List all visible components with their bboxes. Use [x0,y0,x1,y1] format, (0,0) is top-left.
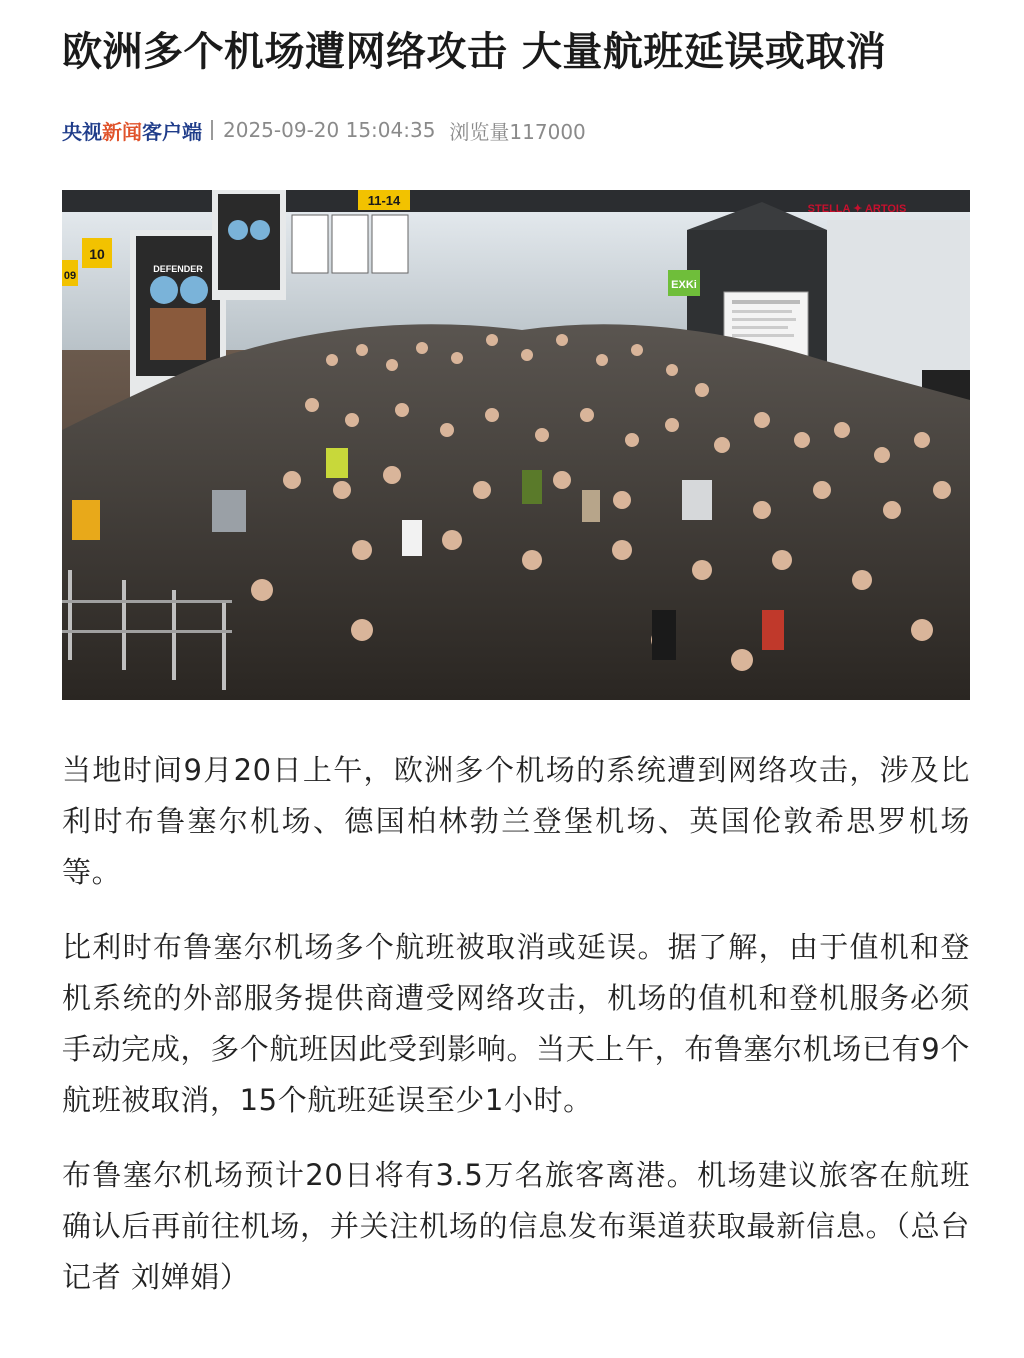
shop-sign: EXKi [671,279,697,291]
gate-sign-09: 09 [63,270,77,282]
source-name-part3: 客户端 [142,119,202,144]
gate-sign-10: 10 [89,246,105,262]
article-paragraph-2: 比利时布鲁塞尔机场多个航班被取消或延误。据了解，由于值机和登机系统的外部服务提供商遭受网络攻击，机场的值机和登机服务必须手动完成，多个航班因此受到影响。当天上午，布鲁塞尔机场已有9个航班被取消，15个航班延误至少1小时。 [62,930,970,1117]
airport-hall-illustration [62,190,970,700]
gate-sign-11-14: 11-14 [367,193,401,208]
article-paragraph-1: 当地时间9月20日上午，欧洲多个机场的系统遭到网络攻击，涉及比利时布鲁塞尔机场、德国柏林勃兰登堡机场、英国伦敦希思罗机场等。 [62,753,970,889]
article-title: 欧洲多个机场遭网络攻击 大量航班延误或取消 [62,29,887,75]
publish-datetime: 2025-09-20 15:04:35 [223,118,436,142]
article-photo[interactable] [62,190,970,700]
article-meta [62,115,970,145]
article-paragraph-3: 布鲁塞尔机场预计20日将有3.5万名旅客离港。机场建议旅客在航班确认后再前往机场，并关注机场的信息发布渠道获取最新信息。（总台记者 刘婵娟） [62,1158,970,1294]
ad-poster-text: DEFENDER [153,264,203,274]
brand-sign: STELLA ✦ ARTOIS [807,203,907,215]
article [62,0,970,1294]
source-name-part1: 央视 [62,119,102,144]
source-name[interactable] [62,116,202,145]
article-body [62,745,970,1327]
view-count: 浏览量117000 [449,119,586,144]
meta-divider [211,120,213,140]
source-name-part2: 新闻 [102,119,142,144]
